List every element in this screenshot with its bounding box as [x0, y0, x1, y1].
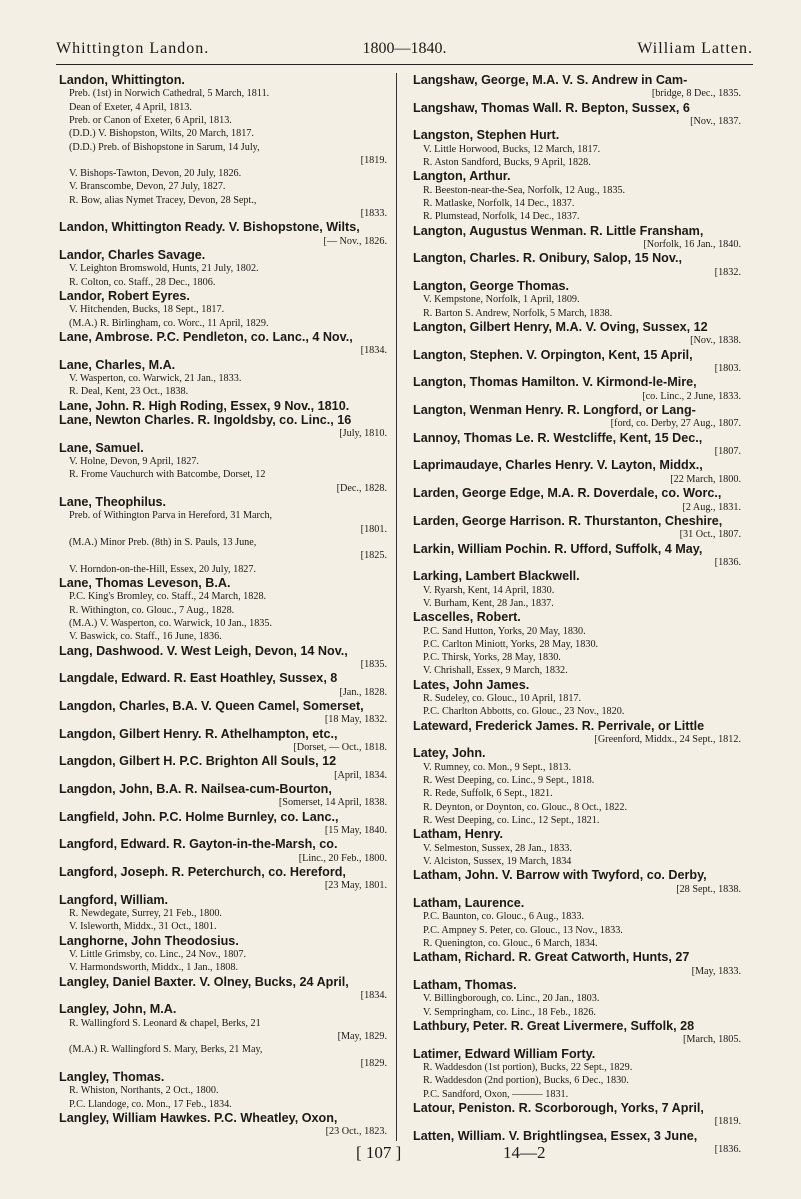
entry-heading: Latey, John.: [413, 746, 486, 761]
entry-line: (M.A.) R. Birlingham, co. Worc., 11 April, 1829.: [69, 317, 269, 329]
header-right: William Latten.: [637, 40, 753, 57]
entry-continuation: [1807.: [714, 446, 741, 458]
entry-heading: Langton, Wenman Henry. R. Longford, or Lang-: [413, 403, 696, 418]
entry-line: Dean of Exeter, 4 April, 1813.: [69, 101, 192, 113]
entry-heading: Langford, Edward. R. Gayton-in-the-Marsh, co.: [59, 837, 338, 852]
entry-heading: Langton, George Thomas.: [413, 279, 570, 294]
entry-heading: Langshaw, George, M.A. V. S. Andrew in Cam-: [413, 73, 688, 87]
entry-continuation: [Nov., 1837.: [690, 116, 741, 128]
running-header: [56, 40, 753, 60]
entry-line: P.C. Thirsk, Yorks, 28 May, 1830.: [423, 652, 561, 664]
entry-heading: Latham, Henry.: [413, 827, 504, 842]
entry-line: R. Whiston, Northants, 2 Oct., 1800.: [69, 1085, 219, 1097]
entry-continuation: [22 March, 1800.: [670, 473, 741, 485]
entry-line: V. Chrishall, Essex, 9 March, 1832.: [423, 665, 568, 677]
entry-continuation: [Somerset, 14 April, 1838.: [278, 797, 387, 809]
entry-line: Preb. or Canon of Exeter, 6 April, 1813.: [69, 114, 232, 126]
entry-continuation: [March, 1805.: [683, 1034, 741, 1046]
entry-line: V. Wasperton, co. Warwick, 21 Jan., 1833.: [69, 373, 242, 385]
entry-continuation: [23 May, 1801.: [324, 880, 387, 892]
entry-heading: Langston, Stephen Hurt.: [413, 128, 560, 143]
entry-heading: Langton, Augustus Wenman. R. Little Fransham,: [413, 223, 704, 238]
entry-line: V. Alciston, Sussex, 19 March, 1834: [423, 855, 572, 867]
entry-continuation: [co. Linc., 2 June, 1833.: [642, 390, 741, 402]
entry-line: P.C. Carlton Miniott, Yorks, 28 May, 1830.: [423, 638, 599, 650]
entry-continuation: [July, 1810.: [339, 428, 387, 440]
entry-heading: Langdale, Edward. R. East Hoathley, Sussex, 8: [59, 671, 338, 686]
entry-line: R. Frome Vauchurch with Batcombe, Dorset, 12: [69, 469, 266, 481]
entry-heading: Landon, Whittington Ready. V. Bishopstone, Wilts,: [59, 220, 360, 235]
entry-line: V. Ryarsh, Kent, 14 April, 1830.: [423, 584, 555, 596]
entry-continuation: [ford, co. Derby, 27 Aug., 1807.: [610, 418, 741, 430]
entry-heading: Lannoy, Thomas Le. R. Westcliffe, Kent, 15 Dec.,: [413, 430, 703, 445]
entry-continuation: [April, 1834.: [334, 769, 387, 781]
entry-heading: Langton, Arthur.: [413, 169, 511, 184]
entry-continuation: [Jan., 1828.: [339, 686, 387, 698]
entry-heading: Lane, Thomas Leveson, B.A.: [59, 575, 231, 590]
entry-heading: Lascelles, Robert.: [413, 610, 521, 625]
entry-heading: Lane, Newton Charles. R. Ingoldsby, co. Linc., 16: [59, 413, 352, 428]
entry-line: V. Branscombe, Devon, 27 July, 1827.: [69, 181, 226, 193]
entry-heading: Langshaw, Thomas Wall. R. Bepton, Sussex, 6: [413, 100, 690, 115]
entry-continuation: [1832.: [714, 266, 741, 278]
left-column: [59, 73, 389, 1141]
entry-heading: Lateward, Frederick James. R. Perrivale, or Little: [413, 718, 705, 733]
entry-heading: Landor, Charles Savage.: [59, 248, 206, 263]
entry-continuation: [May, 1829.: [337, 1031, 387, 1043]
entry-line: P.C. Llandoge, co. Mon., 17 Feb., 1834.: [69, 1098, 232, 1110]
entry-heading: Latour, Peniston. R. Scorborough, Yorks, 7 April,: [413, 1100, 704, 1115]
entry-line: (M.A.) R. Wallingford S. Mary, Berks, 21 May,: [69, 1044, 263, 1056]
entry-line: V. Burham, Kent, 28 Jan., 1837.: [423, 597, 554, 609]
entry-line: V. Leighton Bromswold, Hunts, 21 July, 1802.: [69, 263, 259, 275]
entry-heading: Langley, Daniel Baxter. V. Olney, Bucks, 24 April,: [59, 974, 349, 989]
entry-continuation: [28 Sept., 1838.: [676, 883, 741, 895]
entry-line: V. Horndon-on-the-Hill, Essex, 20 July, 1827.: [69, 563, 257, 575]
entry-line: V. Bishops-Tawton, Devon, 20 July, 1826.: [69, 168, 242, 180]
entry-heading: Latimer, Edward William Forty.: [413, 1046, 596, 1061]
entry-continuation: [Dorset, — Oct., 1818.: [293, 741, 387, 753]
entry-heading: Laprimaudaye, Charles Henry. V. Layton, Middx.,: [413, 458, 703, 473]
entry-heading: Latham, Thomas.: [413, 977, 517, 992]
entry-continuation: [1836.: [714, 1143, 741, 1155]
header-rule: [56, 64, 753, 65]
entry-continuation: [1834.: [360, 345, 387, 357]
entry-heading: Lane, Theophilus.: [59, 495, 167, 510]
entry-line: R. Withington, co. Glouc., 7 Aug., 1828.: [69, 604, 235, 616]
entry-line: (D.D.) Preb. of Bishopstone in Sarum, 14 July,: [69, 141, 260, 153]
entry-line: V. Little Grimsby, co. Linc., 24 Nov., 1807.: [69, 949, 247, 961]
entry-heading: Larden, George Harrison. R. Thurstanton, Cheshire,: [413, 513, 723, 528]
entry-line: V. Holne, Devon, 9 April, 1827.: [69, 456, 199, 468]
entry-line: R. Rede, Suffolk, 6 Sept., 1821.: [423, 788, 553, 800]
entry-heading: Langton, Charles. R. Onibury, Salop, 15 Nov.,: [413, 251, 682, 266]
entry-continuation: [23 Oct., 1823.: [325, 1126, 387, 1138]
page-footer: [0, 1143, 801, 1163]
entry-heading: Langdon, Charles, B.A. V. Queen Camel, Somerset,: [59, 698, 364, 713]
entry-continuation: [1819.: [714, 1116, 741, 1128]
entry-heading: Langhorne, John Theodosius.: [59, 933, 239, 948]
entry-line: R. Sudeley, co. Glouc., 10 April, 1817.: [423, 693, 582, 705]
entry-line: P.C. Charlton Abbotts, co. Glouc., 23 Nov., 1820.: [423, 706, 625, 718]
entry-continuation: [1833.: [360, 208, 387, 220]
entry-continuation: [1836.: [714, 556, 741, 568]
entry-line: P.C. Sandford, Oxon, ——— 1831.: [423, 1088, 569, 1100]
entry-continuation: [1829.: [360, 1057, 387, 1069]
entry-line: R. West Deeping, co. Linc., 12 Sept., 1821.: [423, 815, 600, 826]
entry-line: R. Quenington, co. Glouc., 6 March, 1834.: [423, 937, 598, 949]
entry-heading: Langford, William.: [59, 892, 169, 907]
entry-heading: Lates, John James.: [413, 677, 530, 692]
entry-continuation: [1834.: [360, 990, 387, 1002]
entry-continuation: [15 May, 1840.: [324, 825, 387, 837]
entry-continuation: [May, 1833.: [691, 965, 741, 977]
entry-line: V. Rumney, co. Mon., 9 Sept., 1813.: [423, 761, 571, 773]
entry-line: V. Isleworth, Middx., 31 Oct., 1801.: [69, 921, 217, 933]
entry-heading: Latham, Laurence.: [413, 895, 525, 910]
entry-line: R. Beeston-near-the-Sea, Norfolk, 12 Aug., 1835.: [423, 184, 626, 196]
entry-continuation: [2 Aug., 1831.: [682, 501, 741, 513]
entry-line: R. Deynton, or Doynton, co. Glouc., 8 Oct., 1822.: [423, 801, 628, 813]
entry-continuation: [Greenford, Middx., 24 Sept., 1812.: [594, 734, 741, 746]
entry-continuation: [Linc., 20 Feb., 1800.: [298, 852, 387, 864]
entry-line: (M.A.) V. Wasperton, co. Warwick, 10 Jan., 1835.: [69, 617, 273, 629]
entry-continuation: [— Nov., 1826.: [323, 235, 387, 247]
entry-line: Preb. (1st) in Norwich Cathedral, 5 March, 1811.: [69, 88, 270, 100]
entry-heading: Langfield, John. P.C. Holme Burnley, co. Lanc.,: [59, 809, 339, 824]
entry-heading: Langdon, Gilbert H. P.C. Brighton All Souls, 12: [59, 754, 337, 769]
entry-line: R. Barton S. Andrew, Norfolk, 5 March, 1838.: [423, 307, 613, 319]
page-number: [ 107 ]: [356, 1143, 402, 1162]
entry-heading: Larking, Lambert Blackwell.: [413, 569, 580, 584]
entry-continuation: [31 Oct., 1807.: [679, 529, 741, 541]
entry-heading: Lang, Dashwood. V. West Leigh, Devon, 14 Nov.,: [59, 643, 348, 658]
entry-line: R. West Deeping, co. Linc., 9 Sept., 1818.: [423, 775, 595, 787]
signature-mark: 14—2: [503, 1143, 546, 1162]
entry-line: V. Selmeston, Sussex, 28 Jan., 1833.: [423, 842, 572, 854]
entry-heading: Lane, Ambrose. P.C. Pendleton, co. Lanc., 4 Nov.,: [59, 330, 353, 345]
entry-line: R. Waddesdon (2nd portion), Bucks, 6 Dec., 1830.: [423, 1075, 629, 1087]
entry-line: R. Waddesdon (1st portion), Bucks, 22 Sept., 1829.: [423, 1062, 633, 1073]
entry-line: (M.A.) Minor Preb. (8th) in S. Pauls, 13 June,: [69, 537, 257, 549]
header-center: 1800—1840.: [362, 40, 447, 57]
entry-line: V. Sempringham, co. Linc., 18 Feb., 1826.: [423, 1006, 596, 1018]
entry-line: R. Aston Sandford, Bucks, 9 April, 1828.: [423, 157, 591, 169]
entry-continuation: [1825.: [360, 550, 387, 562]
entry-continuation: [18 May, 1832.: [324, 714, 387, 726]
entry-line: R. Newdegate, Surrey, 21 Feb., 1800.: [69, 908, 222, 920]
entry-heading: Langdon, John, B.A. R. Nailsea-cum-Bourton,: [59, 781, 332, 796]
entry-line: R. Plumstead, Norfolk, 14 Dec., 1837.: [423, 211, 580, 223]
entry-heading: Langley, Thomas.: [59, 1069, 165, 1084]
entry-heading: Langton, Gilbert Henry, M.A. V. Oving, Sussex, 12: [413, 320, 708, 334]
entry-line: V. Kempstone, Norfolk, 1 April, 1809.: [423, 294, 580, 306]
entry-heading: Langton, Stephen. V. Orpington, Kent, 15 April,: [413, 347, 693, 362]
entry-line: R. Colton, co. Staff., 28 Dec., 1806.: [69, 276, 216, 288]
entry-line: R. Bow, alias Nymet Tracey, Devon, 28 Sept.,: [69, 194, 257, 206]
entry-heading: Langton, Thomas Hamilton. V. Kirmond-le-Mire,: [413, 375, 697, 390]
entry-heading: Latham, Richard. R. Great Catworth, Hunts, 27: [413, 950, 690, 965]
entry-heading: Landon, Whittington.: [59, 73, 185, 87]
entry-continuation: [Dec., 1828.: [336, 482, 387, 494]
entry-heading: Latham, John. V. Barrow with Twyford, co. Derby,: [413, 868, 707, 883]
entry-continuation: [bridge, 8 Dec., 1835.: [651, 88, 741, 100]
entry-line: P.C. Ampney S. Peter, co. Glouc., 13 Nov., 1833.: [423, 924, 623, 936]
entry-heading: Langdon, Gilbert Henry. R. Athelhampton, etc.,: [59, 726, 338, 741]
entry-continuation: [1819.: [360, 154, 387, 166]
header-left: Whittington Landon.: [56, 40, 210, 57]
entry-heading: Larkin, William Pochin. R. Ufford, Suffolk, 4 May,: [413, 541, 703, 556]
column-divider: [396, 73, 397, 1141]
entry-line: Preb. of Withington Parva in Hereford, 31 March,: [69, 510, 273, 522]
entry-heading: Lathbury, Peter. R. Great Livermere, Suffolk, 28: [413, 1018, 695, 1033]
entry-continuation: [1801.: [360, 523, 387, 535]
entry-line: P.C. King's Bromley, co. Staff., 24 March, 1828.: [69, 591, 267, 603]
entry-line: R. Matlaske, Norfolk, 14 Dec., 1837.: [423, 198, 575, 210]
entry-heading: Langley, William Hawkes. P.C. Wheatley, Oxon,: [59, 1110, 338, 1125]
entry-heading: Lane, Charles, M.A.: [59, 357, 176, 372]
entry-line: (D.D.) V. Bishopston, Wilts, 20 March, 1817.: [69, 128, 254, 140]
entry-line: V. Harmondsworth, Middx., 1 Jan., 1808.: [69, 962, 239, 974]
entry-line: P.C. Sand Hutton, Yorks, 20 May, 1830.: [423, 625, 586, 637]
entry-line: V. Hitchenden, Bucks, 18 Sept., 1817.: [69, 304, 225, 316]
entry-line: R. Deal, Kent, 23 Oct., 1838.: [69, 386, 189, 398]
entry-line: P.C. Baunton, co. Glouc., 6 Aug., 1833.: [423, 911, 585, 923]
entry-line: V. Baswick, co. Staff., 16 June, 1836.: [69, 631, 222, 643]
entry-line: V. Billingborough, co. Linc., 20 Jan., 1803.: [423, 993, 600, 1005]
entry-heading: Langley, John, M.A.: [59, 1002, 177, 1017]
entry-heading: Lane, John. R. High Roding, Essex, 9 Nov., 1810.: [59, 398, 350, 413]
entry-continuation: [Nov., 1838.: [690, 335, 741, 347]
entry-line: V. Little Horwood, Bucks, 12 March, 1817.: [423, 143, 601, 155]
entry-heading: Latten, William. V. Brightlingsea, Essex, 3 June,: [413, 1128, 698, 1143]
entry-continuation: [Norfolk, 16 Jan., 1840.: [643, 239, 741, 251]
entry-line: R. Wallingford S. Leonard & chapel, Berks, 21: [69, 1017, 261, 1029]
entry-heading: Langford, Joseph. R. Peterchurch, co. Hereford,: [59, 865, 346, 879]
entry-continuation: [1835.: [360, 658, 387, 670]
entry-heading: Lane, Samuel.: [59, 440, 144, 455]
entry-heading: Landor, Robert Eyres.: [59, 289, 190, 304]
entry-continuation: [1803.: [714, 363, 741, 375]
entry-heading: Larden, George Edge, M.A. R. Doverdale, co. Worc.,: [413, 486, 722, 501]
